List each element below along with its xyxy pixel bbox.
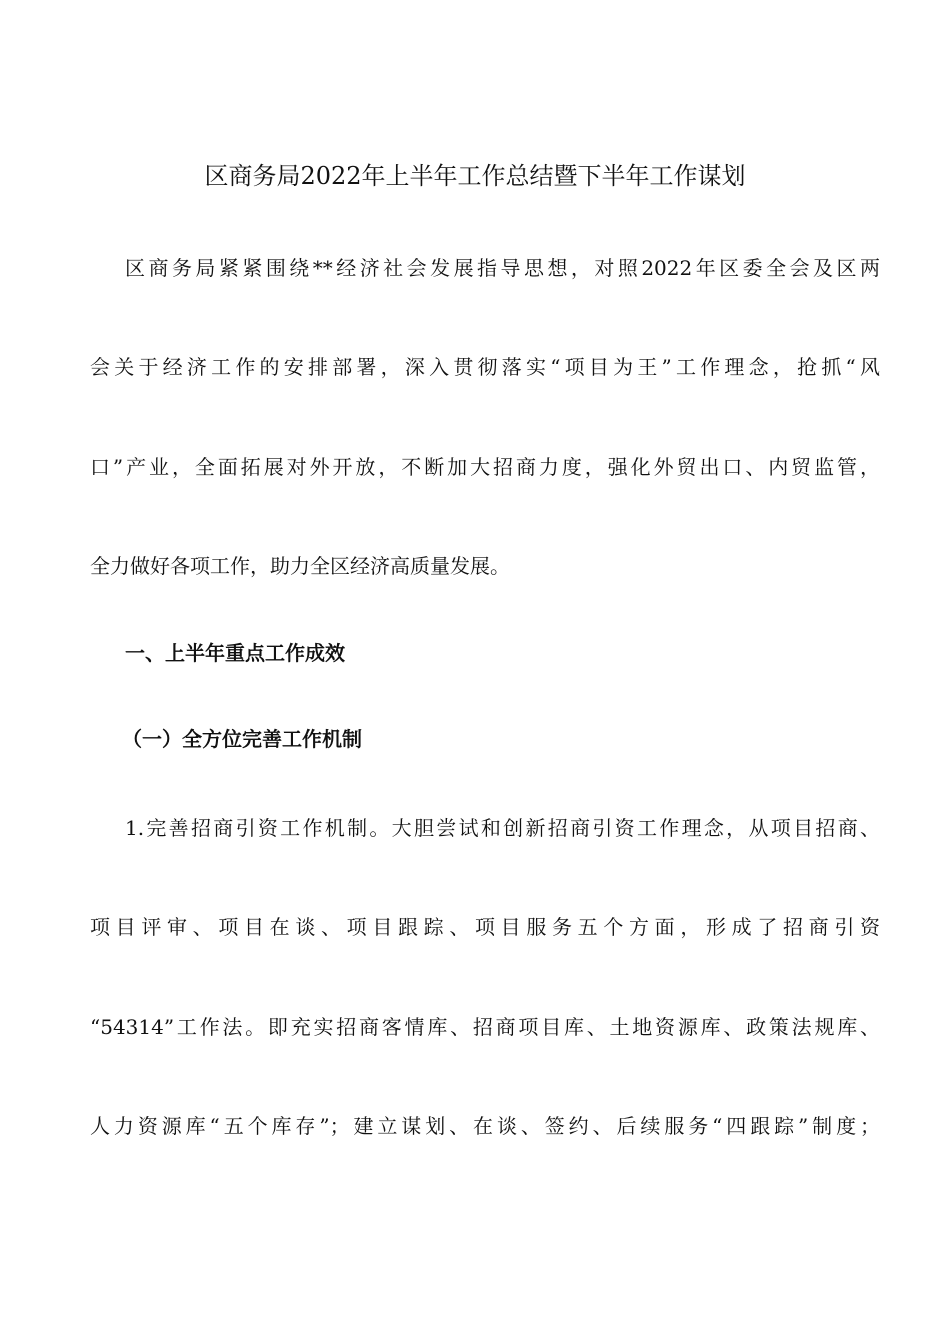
section-heading: 一、上半年重点工作成效	[125, 641, 345, 665]
item1-line-4: 人力资源库“五个库存”；建立谋划、在谈、签约、后续服务“四跟踪”制度；	[90, 1114, 880, 1138]
document-title: 区商务局2022年上半年工作总结暨下半年工作谋划	[204, 162, 746, 190]
intro-line-1: 区商务局紧紧围绕**经济社会发展指导思想，对照2022年区委全会及区两	[125, 256, 880, 280]
intro-line-3: 口”产业，全面拓展对外开放，不断加大招商力度，强化外贸出口、内贸监管，	[90, 455, 880, 479]
subsection-heading: （一）全方位完善工作机制	[122, 727, 362, 751]
intro-line-4: 全力做好各项工作，助力全区经济高质量发展。	[90, 554, 510, 578]
intro-line-2: 会关于经济工作的安排部署，深入贯彻落实“项目为王”工作理念，抢抓“风	[90, 355, 880, 379]
item1-line-3: “54314”工作法。即充实招商客情库、招商项目库、土地资源库、政策法规库、	[90, 1015, 880, 1039]
item1-line-1: 1.完善招商引资工作机制。大胆尝试和创新招商引资工作理念，从项目招商、	[125, 816, 880, 840]
item1-line-2: 项目评审、项目在谈、项目跟踪、项目服务五个方面，形成了招商引资	[90, 915, 880, 939]
